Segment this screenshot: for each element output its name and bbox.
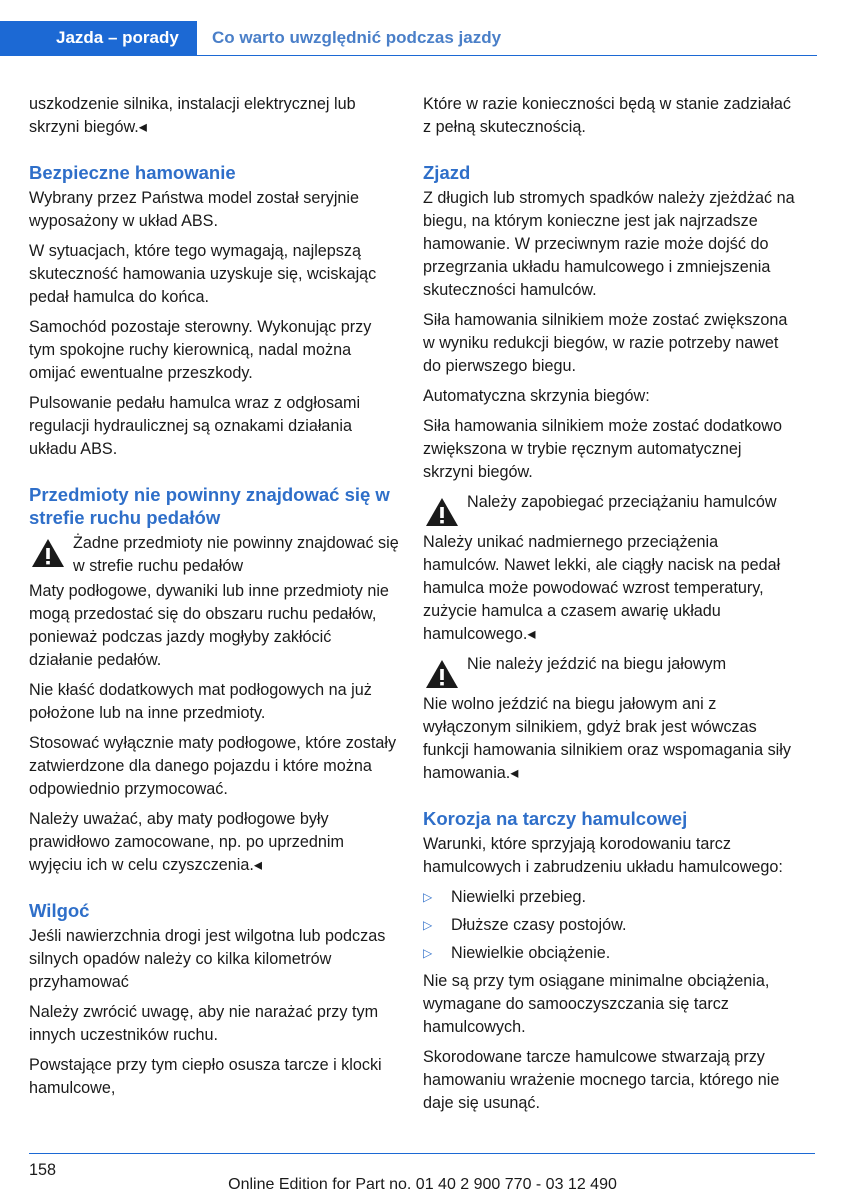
page-number: 158	[29, 1161, 57, 1179]
header-section-label: Jazda – porady	[56, 28, 179, 47]
paragraph: Nie wolno jeździć na biegu jałowym ani z wyłączonym silnikiem, gdyż brak jest wówczas funkcji hamowania silnikiem oraz wspomagania siły hamowania.◂	[423, 695, 791, 782]
page-header	[0, 0, 845, 56]
left-column	[29, 93, 399, 1107]
bullet-icon: ▷	[423, 946, 433, 960]
right-column	[423, 93, 795, 1122]
paragraph: Należy unikać nadmiernego przeciążenia hamulców. Nawet lekki, ale ciągły nacisk na pedał hamulca może powodować wzrost temperatury, zużycie hamulca a czasem awarię układu hamulcowego.◂	[423, 533, 781, 643]
warning-text: Żadne przedmioty nie powinny znajdować się w strefie ruchu pedałów	[73, 534, 399, 575]
paragraph: Należy zwrócić uwagę, aby nie narażać przy tym innych uczestników ruchu.	[29, 1003, 379, 1044]
heading-moisture: Wilgoć	[29, 900, 90, 921]
paragraph: Jeśli nawierzchnia drogi jest wilgotna lub podczas silnych opadów należy co kilka kilometrów przyhamować	[29, 927, 386, 991]
heading-descent: Zjazd	[423, 162, 471, 183]
footer-edition: Online Edition for Part no. 01 40 2 900 770 - 03 12 490	[228, 1176, 617, 1193]
bullet-list	[423, 886, 795, 965]
paragraph: Warunki, które sprzyjają korodowaniu tarcz hamulcowych i zabrudzeniu układu hamulcowego:	[423, 835, 783, 876]
bullet-icon: ▷	[423, 918, 433, 932]
paragraph: Nie kłaść dodatkowych mat podłogowych na już położone lub na inne przedmioty.	[29, 681, 372, 722]
list-item	[423, 942, 795, 965]
paragraph: Stosować wyłącznie maty podłogowe, które zostały zatwierdzone dla danego pojazdu i które można odpowiednio przymocować.	[29, 734, 397, 798]
list-item-text: Niewielki przebieg.	[451, 888, 586, 906]
list-item-text: Dłuższe czasy postojów.	[451, 916, 627, 934]
paragraph: Pulsowanie pedału hamulca wraz z odgłosami regulacji hydraulicznej są oznakami działania układu ABS.	[29, 394, 361, 458]
heading-objects: Przedmioty nie powinny znajdować się w strefie ruchu pedałów	[29, 484, 390, 528]
paragraph: W sytuacjach, które tego wymagają, najlepszą skuteczność hamowania uzyskuje się, wciskając pedał hamulca do końca.	[29, 242, 377, 306]
paragraph: Które w razie konieczności będą w stanie zadziałać z pełną skutecznością.	[423, 95, 792, 136]
paragraph: Należy uważać, aby maty podłogowe były prawidłowo zamocowane, np. po uprzednim wyjęciu ich w celu czyszczenia.◂	[29, 810, 344, 874]
paragraph: Siła hamowania silnikiem może zostać zwiększona w wyniku redukcji biegów, w razie potrzeby nawet do pierwszego biegu.	[423, 311, 788, 375]
list-item	[423, 914, 795, 937]
warning-box	[423, 653, 795, 691]
warning-triangle-icon	[423, 657, 461, 691]
heading-corrosion: Korozja na tarczy hamulcowej	[423, 808, 688, 829]
list-item	[423, 886, 795, 909]
paragraph: Powstające przy tym ciepło osusza tarcze i klocki hamulcowe,	[29, 1056, 382, 1097]
paragraph: Maty podłogowe, dywaniki lub inne przedmioty nie mogą przedostać się do obszaru ruchu pedałów, ponieważ podczas jazdy mogłyby zakłócić działanie pedałów.	[29, 582, 389, 669]
bullet-icon: ▷	[423, 890, 433, 904]
paragraph: Siła hamowania silnikiem może zostać dodatkowo zwiększona w trybie ręcznym automatycznej skrzyni biegów.	[423, 417, 782, 481]
warning-text: Nie należy jeździć na biegu jałowym	[467, 655, 727, 673]
paragraph: Nie są przy tym osiągane minimalne obciążenia, wymagane do samooczyszczania się tarcz hamulcowych.	[423, 972, 770, 1036]
warning-box	[29, 532, 399, 578]
paragraph: Z długich lub stromych spadków należy zjeżdżać na biegu, na którym konieczne jest jak najrzadsze hamowanie. W przeciwnym razie może dojść do przegrzania układu hamulcowego i zmniejszenia skuteczności hamulców.	[423, 189, 795, 299]
paragraph: Automatyczna skrzynia biegów:	[423, 387, 650, 405]
warning-triangle-icon	[29, 536, 67, 570]
heading-braking: Bezpieczne hamowanie	[29, 162, 236, 183]
paragraph: Samochód pozostaje sterowny. Wykonując przy tym spokojne ruchy kierownicą, nadal można omijać ewentualne przeszkody.	[29, 318, 372, 382]
paragraph: Wybrany przez Państwa model został seryjnie wyposażony w układ ABS.	[29, 189, 360, 230]
paragraph: uszkodzenie silnika, instalacji elektrycznej lub skrzyni biegów.◂	[29, 95, 356, 136]
list-item-text: Niewielkie obciążenie.	[451, 944, 611, 962]
warning-text: Należy zapobiegać przeciążaniu hamulców	[467, 493, 777, 511]
header-rule	[197, 55, 817, 56]
warning-triangle-icon	[423, 495, 461, 529]
footer-rule	[29, 1153, 815, 1154]
warning-box	[423, 491, 795, 529]
header-title: Co warto uwzględnić podczas jazdy	[212, 28, 502, 47]
paragraph: Skorodowane tarcze hamulcowe stwarzają przy hamowaniu wrażenie mocnego tarcia, którego nie daje się usunąć.	[423, 1048, 780, 1112]
